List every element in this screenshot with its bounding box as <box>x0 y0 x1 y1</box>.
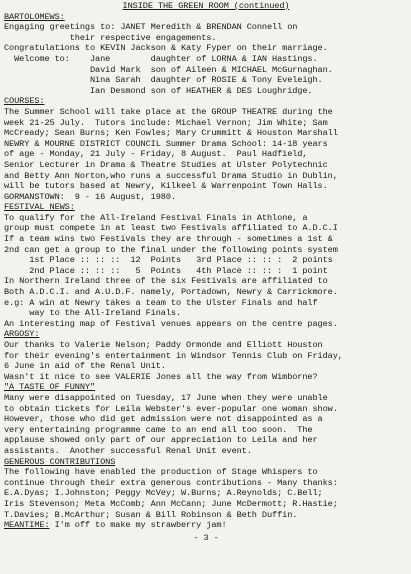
section-heading-label: ARGOSY: <box>4 329 40 340</box>
section-heading-label: "A TASTE OF FUNNY" <box>4 382 96 393</box>
text-line: Wasn't it nice to see VALERIE Jones all the way from Wimborne? <box>4 371 318 382</box>
text-line: for their evening's entertainment in Windsor Tennis Club on Friday, <box>4 350 343 361</box>
text-line: Many were disappointed on Tuesday, 17 June when they were unable <box>4 392 328 403</box>
text-line: continue through their extra generous contributions - Many thanks: <box>4 477 338 488</box>
text-line: Both A.D.C.I. and A.U.D.F. namely, Portadown, Newry & Carrickmore. <box>4 287 338 298</box>
page-title: INSIDE THE GREEN ROOM (continued) <box>122 1 290 11</box>
newsletter-page <box>4 1 408 573</box>
text-line: very entertaining programme came to an end all too soon. The <box>4 424 313 435</box>
text-line: week 21-25 July. Tutors include: Michael Vernon; Jim White; Sam <box>4 117 328 128</box>
section-heading-label: MEANTIME: <box>4 520 50 531</box>
text-line: to obtain tickets for Leila Webster's ever-popular one woman show. <box>4 403 338 414</box>
text-line: 6 June in aid of the Renal Unit. <box>4 361 166 372</box>
text-line: 2nd can get a group to the final under the following points system <box>4 244 338 255</box>
text-line: Ian Desmond son of HEATHER & DES Loughridge. <box>4 85 313 96</box>
text-line: However, those who did get admission were not disappointed as a <box>4 414 323 425</box>
section-heading <box>4 382 408 393</box>
section-heading <box>4 96 408 107</box>
section-heading-label: GENEROUS CONTRIBUTIONS <box>4 456 116 467</box>
section-heading <box>4 520 408 531</box>
section-heading <box>4 457 408 468</box>
section-heading-label: COURSES: <box>4 96 45 107</box>
page-number: - 3 - <box>193 532 219 543</box>
text-line: Engaging greetings to: JANET Meredith & BRENDAN Connell on <box>4 22 298 33</box>
text-line: E.A.Dyas; I.Johnston; Peggy McVey; W.Burns; A.Reynolds; C.Bell; <box>4 488 323 499</box>
text-line: Welcome to: Jane daughter of LORNA & IAN Hastings. <box>4 53 318 64</box>
text-line: group must compete in at least two Festivals affiliated to A.D.C.I <box>4 223 338 234</box>
text-line: T.Davies; B.McArthur; Susan & Bill Robinson & Beth Duffin. <box>4 509 298 520</box>
text-line: GORMANSTOWN: 9 - 16 August, 1980. <box>4 191 176 202</box>
text-line: NEWRY & MOURNE DISTRICT COUNCIL Summer Drama School: 14-18 years <box>4 138 328 149</box>
text-line: of age - Monday, 21 July - Friday, 8 August. Paul Hadfield, <box>4 149 308 160</box>
text-line: their respective engagements. <box>4 32 217 43</box>
text-line: An interesting map of Festival venues appears on the centre pages. <box>4 318 338 329</box>
text-line: Nina Sarah daughter of ROSIE & Tony Eveleigh. <box>4 75 323 86</box>
page-content <box>4 12 408 531</box>
text-line: way to the All-Ireland Finals. <box>4 308 181 319</box>
text-line: If a team wins two Festivals they are through - sometimes a 1st & <box>4 234 333 245</box>
text-line: To qualify for the All-Ireland Festival Finals in Athlone, a <box>4 212 308 223</box>
text-line: will be tutors based at Newry, Kilkeel & Warrenpoint Town Halls. <box>4 181 328 192</box>
section-heading-label: FESTIVAL NEWS: <box>4 202 75 213</box>
text-line: The Summer School will take place at the GROUP THEATRE during the <box>4 106 333 117</box>
text-line: McCready; Sean Burns; Ken Fowles; Mary Crummitt & Houston Marshall <box>4 128 338 139</box>
section-heading <box>4 202 408 213</box>
text-line: and Betty Ann Norton,who runs a successful Drama Studio in Dublin, <box>4 170 338 181</box>
text-line: Senior Lecturer in Drama & Theatre Studies at Ulster Polytechnic <box>4 159 328 170</box>
text-line: 2nd Place :: :: :: 5 Points 4th Place :: :: : 1 point <box>4 265 328 276</box>
text-line: Iris Stevenson; Meta McComb; Ann McCann; June McDermott; R.Hastie; <box>4 498 338 509</box>
text-line: Our thanks to Valerie Nelson; Paddy Ormonde and Elliott Houston <box>4 340 323 350</box>
section-heading <box>4 329 408 340</box>
text-line: David Mark son of Aileen & MICHAEL McGurnaghan. <box>4 64 333 75</box>
section-heading-label: BARTOLOMEWS: <box>4 11 65 22</box>
text-line: e.g: A win at Newry takes a team to the Ulster Finals and half <box>4 297 318 308</box>
text-line: applause showed only part of our appreciation to Leila and her <box>4 435 318 446</box>
section-inline-text: I'm off to make my strawberry jam! <box>49 520 227 531</box>
text-line: Congratulations to KEVIN Jackson & Katy Fyper on their marriage. <box>4 43 328 54</box>
text-line: 1st Place :: :: :: 12 Points 3rd Place :: :: : 2 points <box>4 255 333 266</box>
text-line: In Northern Ireland three of the six Festivals are affiliated to <box>4 276 328 287</box>
section-heading <box>4 12 408 23</box>
text-line: assistants. Another successful Renal Unit event. <box>4 445 252 456</box>
text-line: The following have enabled the production of Stage Whispers to <box>4 467 318 478</box>
